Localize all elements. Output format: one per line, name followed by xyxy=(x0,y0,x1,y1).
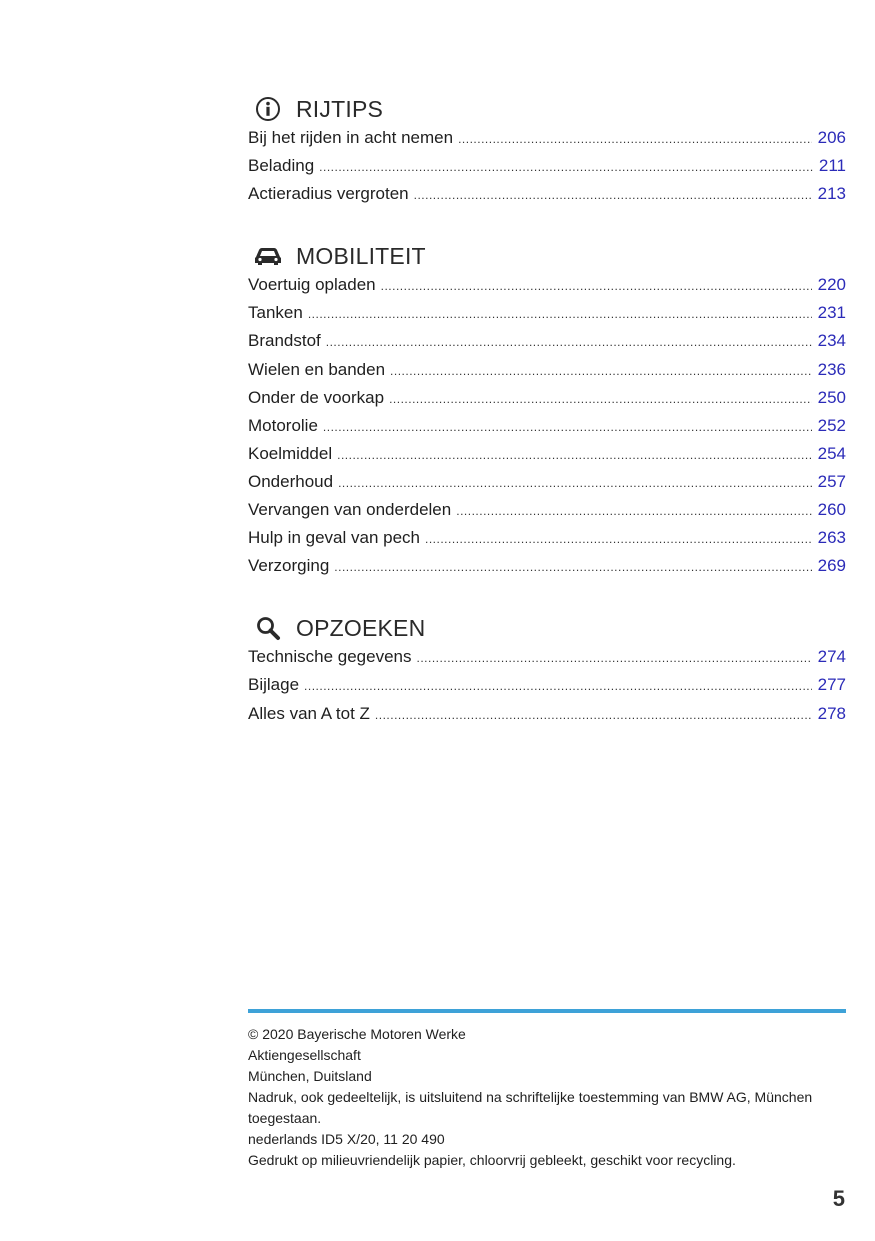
dot-leader xyxy=(323,420,812,434)
toc-entry-label: Verzorging xyxy=(248,556,330,576)
toc-page-link[interactable]: 263 xyxy=(817,528,846,548)
section-header xyxy=(248,92,846,126)
toc-entry[interactable] xyxy=(248,360,846,388)
dot-leader xyxy=(414,188,812,202)
footer-divider xyxy=(248,1009,846,1013)
toc-entry[interactable] xyxy=(248,388,846,416)
dot-leader xyxy=(319,160,813,174)
info-circle-icon xyxy=(250,96,286,122)
imprint-line: Aktiengesellschaft xyxy=(248,1047,361,1063)
imprint-line: © 2020 Bayerische Motoren Werke xyxy=(248,1026,466,1042)
toc-entry[interactable] xyxy=(248,444,846,472)
toc-page-link[interactable]: 231 xyxy=(817,303,846,323)
toc-page-link[interactable]: 213 xyxy=(817,184,846,204)
toc-page-link[interactable]: 234 xyxy=(817,331,846,351)
toc-entry[interactable] xyxy=(248,472,846,500)
toc-page-link[interactable]: 274 xyxy=(817,647,846,667)
dot-leader xyxy=(458,132,812,146)
dot-leader xyxy=(389,392,812,406)
section-rijtips xyxy=(248,92,846,212)
section-header xyxy=(248,239,846,273)
toc-entry-label: Belading xyxy=(248,156,315,176)
toc-entry-label: Bij het rijden in acht nemen xyxy=(248,128,454,147)
toc-entry-label: Actieradius vergroten xyxy=(248,184,409,204)
section-title: RIJTIPS xyxy=(296,95,384,122)
section-header xyxy=(248,611,846,645)
toc-entry-label: Tanken xyxy=(248,303,303,323)
toc-page-link[interactable]: 211 xyxy=(818,156,846,176)
toc-page-link[interactable]: 236 xyxy=(817,359,846,379)
table-of-contents xyxy=(248,92,846,759)
toc-entry-label: Alles van A tot Z xyxy=(248,703,370,723)
toc-entry-label: Onder de voorkap xyxy=(248,387,385,407)
toc-entry-label: Technische gegevens xyxy=(248,647,412,667)
toc-entry-label: Koelmiddel xyxy=(248,443,333,463)
page-number: 5 xyxy=(832,1186,845,1211)
search-icon xyxy=(250,615,286,641)
toc-page-link[interactable]: 252 xyxy=(817,415,846,435)
toc-page-link[interactable]: 269 xyxy=(817,556,846,576)
toc-entry-label: Motorolie xyxy=(248,415,318,435)
toc-entry[interactable] xyxy=(248,303,846,331)
section-mobiliteit xyxy=(248,239,846,584)
section-title: OPZOEKEN xyxy=(296,614,426,641)
toc-page-link[interactable]: 260 xyxy=(817,500,846,520)
dot-leader xyxy=(390,364,812,378)
toc-entry-label: Bijlage xyxy=(248,675,300,695)
toc-entry-label: Voertuig opladen xyxy=(248,275,376,295)
toc-entry-label: Onderhoud xyxy=(248,471,334,491)
toc-page-link[interactable]: 254 xyxy=(817,443,846,463)
dot-leader xyxy=(308,307,812,321)
toc-entry[interactable] xyxy=(248,184,846,212)
toc-page-link[interactable]: 220 xyxy=(817,275,846,295)
toc-page-link[interactable]: 206 xyxy=(817,128,846,147)
toc-entry[interactable] xyxy=(248,556,846,584)
toc-entry-label: Vervangen van onderdelen xyxy=(248,500,452,520)
dot-leader xyxy=(338,476,812,490)
dot-leader xyxy=(334,560,811,574)
imprint-line: nederlands ID5 X/20, 11 20 490 xyxy=(248,1131,445,1147)
toc-entry[interactable] xyxy=(248,128,846,156)
imprint-line: Nadruk, ook gedeeltelijk, is uitsluitend na schriftelijke toestemming van BMW AG, München toegestaan. xyxy=(248,1089,813,1126)
toc-entry[interactable] xyxy=(248,704,846,732)
section-title: MOBILITEIT xyxy=(296,242,426,269)
imprint xyxy=(248,1024,846,1171)
toc-entry[interactable] xyxy=(248,675,846,703)
dot-leader xyxy=(304,679,812,693)
dot-leader xyxy=(417,651,812,665)
toc-page-link[interactable]: 278 xyxy=(817,703,846,723)
section-opzoeken xyxy=(248,611,846,731)
dot-leader xyxy=(375,708,812,722)
toc-entry[interactable] xyxy=(248,500,846,528)
toc-entry[interactable] xyxy=(248,275,846,303)
toc-page-link[interactable]: 257 xyxy=(817,471,846,491)
toc-entry-label: Hulp in geval van pech xyxy=(248,528,421,548)
toc-entry[interactable] xyxy=(248,647,846,675)
imprint-line: München, Duitsland xyxy=(248,1068,372,1084)
dot-leader xyxy=(381,279,812,293)
toc-entry[interactable] xyxy=(248,156,846,184)
toc-entry[interactable] xyxy=(248,331,846,359)
toc-entry[interactable] xyxy=(248,416,846,444)
toc-page-link[interactable]: 250 xyxy=(817,387,846,407)
dot-leader xyxy=(326,335,812,349)
dot-leader xyxy=(425,532,812,546)
car-icon xyxy=(250,243,286,269)
toc-page-link[interactable]: 277 xyxy=(817,675,846,695)
imprint-line: Gedrukt op milieuvriendelijk papier, chloorvrij gebleekt, geschikt voor recycling. xyxy=(248,1152,736,1168)
toc-entry-label: Wielen en banden xyxy=(248,359,386,379)
dot-leader xyxy=(456,504,811,518)
dot-leader xyxy=(337,448,812,462)
toc-entry-label: Brandstof xyxy=(248,331,321,351)
toc-entry[interactable] xyxy=(248,528,846,556)
